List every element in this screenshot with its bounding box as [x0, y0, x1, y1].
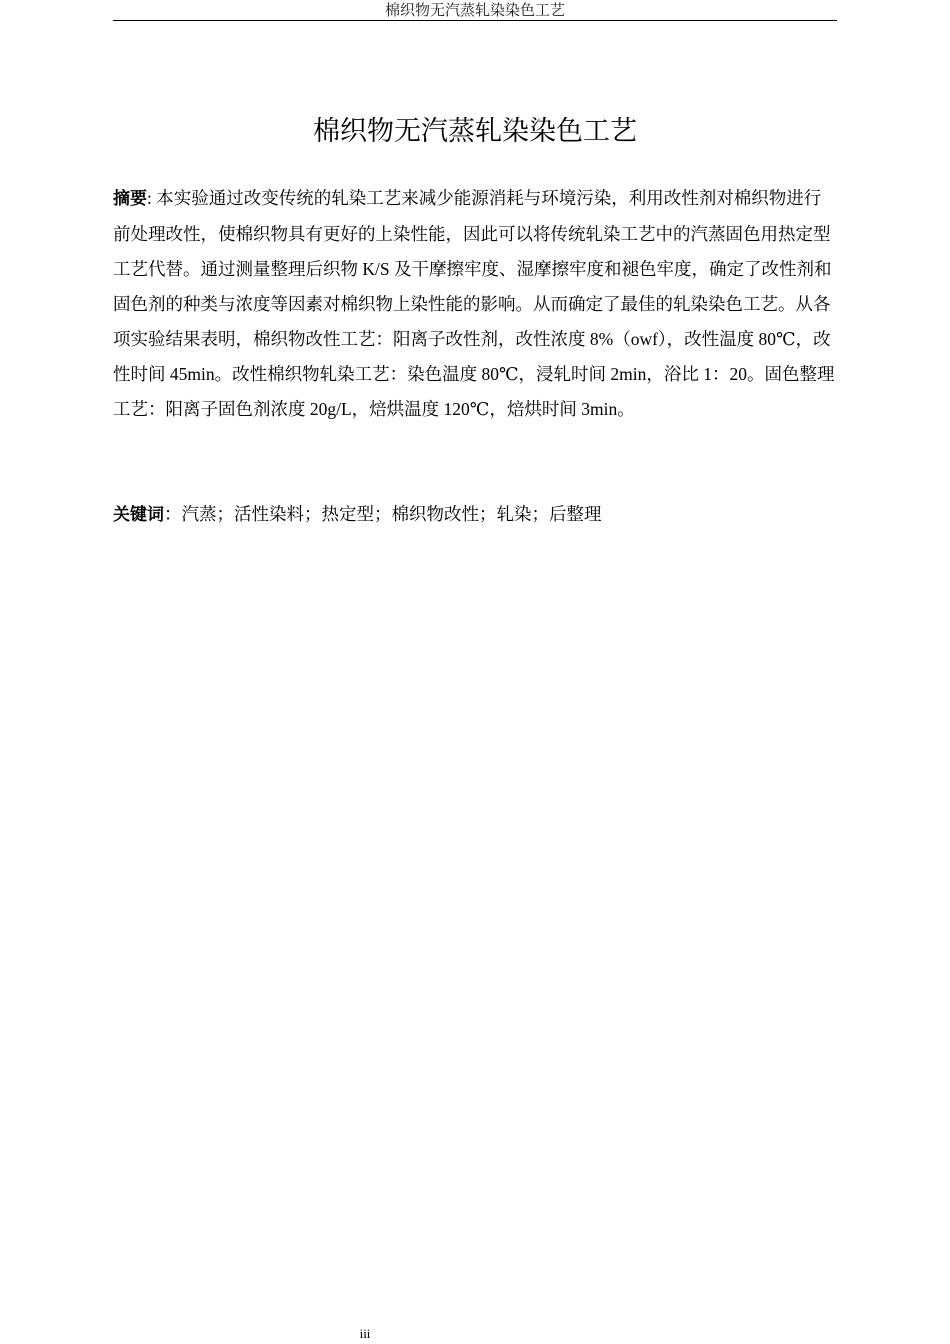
abstract-label: 摘要 — [113, 189, 147, 209]
abstract-text: : 本实验通过改变传统的轧染工艺来减少能源消耗与环境污染，利用改性剂对棉织物进行前处理改性，使棉织物具有更好的上染性能，因此可以将传统轧染工艺中的汽蒸固色用热定型工艺代替。通过测量整理后织物 K/S 及干摩擦牢度、湿摩擦牢度和褪色牢度，确定了改性剂和固色剂的种类与浓度等因素对棉织物上染性能的影响。从而确定了最佳的轧染染色工艺。从各项实验结果表明，棉织物改性工艺：阳离子改性剂，改性浓度 8%（owf），改性温度 80℃，改性时间 45min。改性棉织物轧染工艺：染色温度 80℃，浸轧时间 2min，浴比 1：20。固色整理工艺：阳离子固色剂浓度 20g/L，焙烘温度 120℃，焙烘时间 3min。 — [113, 188, 835, 419]
keywords-paragraph — [113, 497, 837, 533]
abstract-paragraph — [113, 181, 837, 427]
keywords-text: ：汽蒸；活性染料；热定型；棉织物改性；轧染；后整理 — [164, 504, 602, 524]
header-rule — [113, 20, 837, 21]
page-number: iii — [359, 1326, 371, 1341]
running-header: 棉织物无汽蒸轧染染色工艺 — [384, 3, 565, 19]
keywords-label: 关键词 — [113, 505, 164, 525]
document-title: 棉织物无汽蒸轧染染色工艺 — [313, 116, 637, 147]
